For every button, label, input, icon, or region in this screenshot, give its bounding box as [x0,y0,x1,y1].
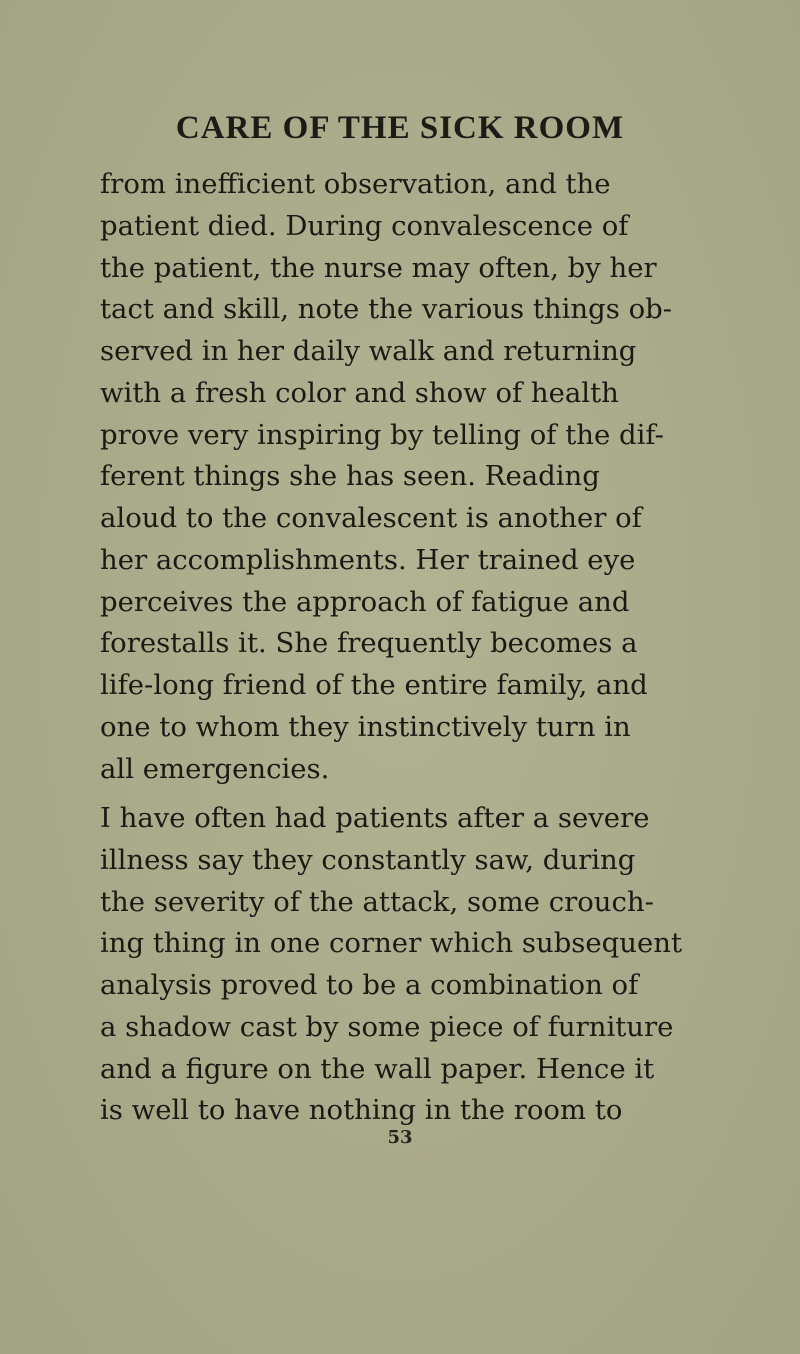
text-line: patient died. During convalescence of [100,209,629,242]
text-line: ing thing in one corner which subsequent [100,927,683,960]
text-line: her accomplishments. Her trained eye [100,543,636,576]
paragraph-1 [100,164,710,790]
text-line: perceives the approach of fatigue and [100,585,630,618]
text-line: one to whom they instinctively turn in [100,710,631,743]
paragraph-2 [100,798,710,1132]
text-line: served in her daily walk and returning [100,335,637,367]
text-line: ferent things she has seen. Reading [100,460,600,493]
text-line: and a figure on the wall paper. Hence it [100,1052,655,1085]
text-line: from inefficient observation, and the [100,168,611,200]
text-line: prove very inspiring by telling of the dif- [100,418,664,451]
text-line: illness say they constantly saw, during [100,843,636,876]
text-line: analysis proved to be a combination of [100,969,639,1001]
text-line: is well to have nothing in the room to [100,1094,623,1127]
text-line: a shadow cast by some piece of furniture [100,1010,674,1043]
page-number: 53 [387,1127,413,1148]
running-head: CARE OF THE SICK ROOM [175,110,625,146]
text-line: life-long friend of the entire family, and [100,669,648,701]
text-line: the severity of the attack, some crouch- [100,885,654,918]
text-line: tact and skill, note the various things ob- [100,293,673,326]
text-line: with a fresh color and show of health [100,376,619,409]
text-line: forestalls it. She frequently becomes a [100,627,638,660]
text-line: all emergencies. [100,752,330,785]
text-line: the patient, the nurse may often, by her [100,251,657,284]
text-line: I have often had patients after a severe [100,802,650,834]
text-line: aloud to the convalescent is another of [100,502,642,534]
